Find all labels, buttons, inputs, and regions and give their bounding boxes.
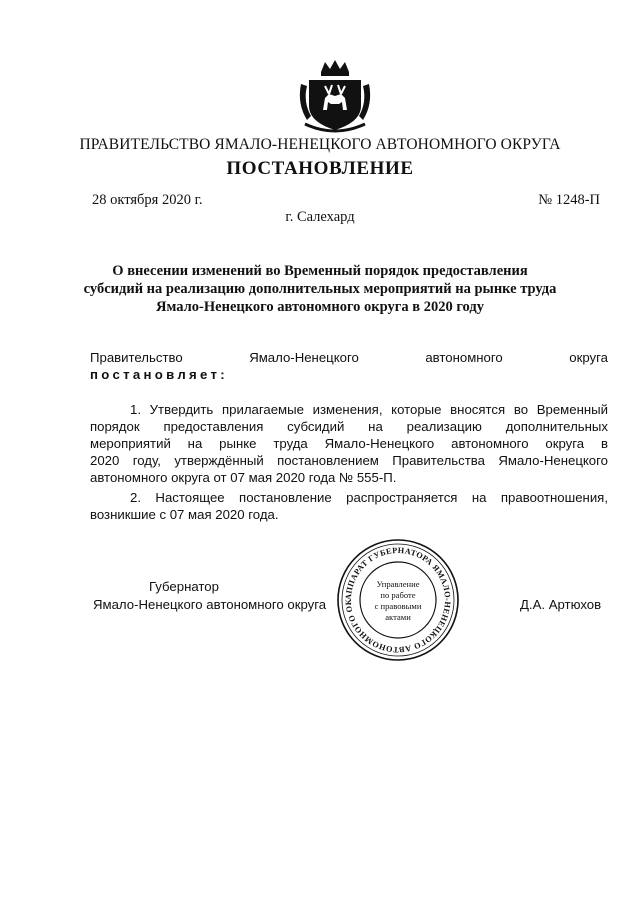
title-line: Ямало-Ненецкого автономного округа в 2020 году: [156, 299, 484, 315]
signer-position: Губернатор: [149, 579, 219, 594]
paragraph-line: 2020 году, утверждённый постановлением Правительства Ямало-Ненецкого: [90, 453, 608, 468]
preamble: Правительство Ямало-Ненецкого автономного округа: [90, 350, 608, 365]
paragraph-line: автономного округа от 07 мая 2020 года № 555-П.: [90, 470, 397, 485]
document-number: № 1248-П: [538, 192, 600, 208]
paragraph-2: [90, 489, 608, 523]
paragraph-1: [90, 401, 608, 486]
title-line: О внесении изменений во Временный порядок предоставления: [112, 263, 528, 279]
resolves-word: постановляет:: [90, 367, 228, 382]
title-line: субсидий на реализацию дополнительных мероприятий на рынке труда: [83, 281, 557, 297]
document-type: ПОСТАНОВЛЕНИЕ: [226, 158, 414, 179]
stamp-line: актами: [385, 612, 411, 622]
document-date: 28 октября 2020 г.: [92, 192, 203, 208]
stamp-line: с правовыми: [374, 601, 422, 611]
paragraph-line: 2. Настоящее постановление распространяется на правоотношения,: [130, 490, 608, 505]
official-stamp: [335, 537, 461, 663]
paragraph-line: 1. Утвердить прилагаемые изменения, которые вносятся во Временный: [130, 402, 608, 417]
paragraph-line: мероприятий на рынке труда Ямало-Ненецкого автономного округа в: [90, 436, 608, 451]
signer-name: Д.А. Артюхов: [520, 597, 602, 612]
stamp-line: Управление: [376, 579, 420, 589]
coat-of-arms-icon: [295, 58, 375, 136]
document-city: г. Салехард: [285, 209, 355, 225]
document-title: [60, 262, 580, 316]
organization-name: ПРАВИТЕЛЬСТВО ЯМАЛО-НЕНЕЦКОГО АВТОНОМНОГО ОКРУГА: [79, 136, 561, 153]
stamp-ring-text: АППАРАТ ГУБЕРНАТОРА ЯМАЛО-НЕНЕЦКОГО АВТОНОМНОГО ОК: [343, 545, 453, 655]
stamp-line: по работе: [380, 590, 416, 600]
signer-organization: Ямало-Ненецкого автономного округа: [93, 597, 327, 612]
paragraph-line: порядок предоставления субсидий на реализацию дополнительных: [90, 419, 608, 434]
paragraph-line: возникшие с 07 мая 2020 года.: [90, 507, 279, 522]
